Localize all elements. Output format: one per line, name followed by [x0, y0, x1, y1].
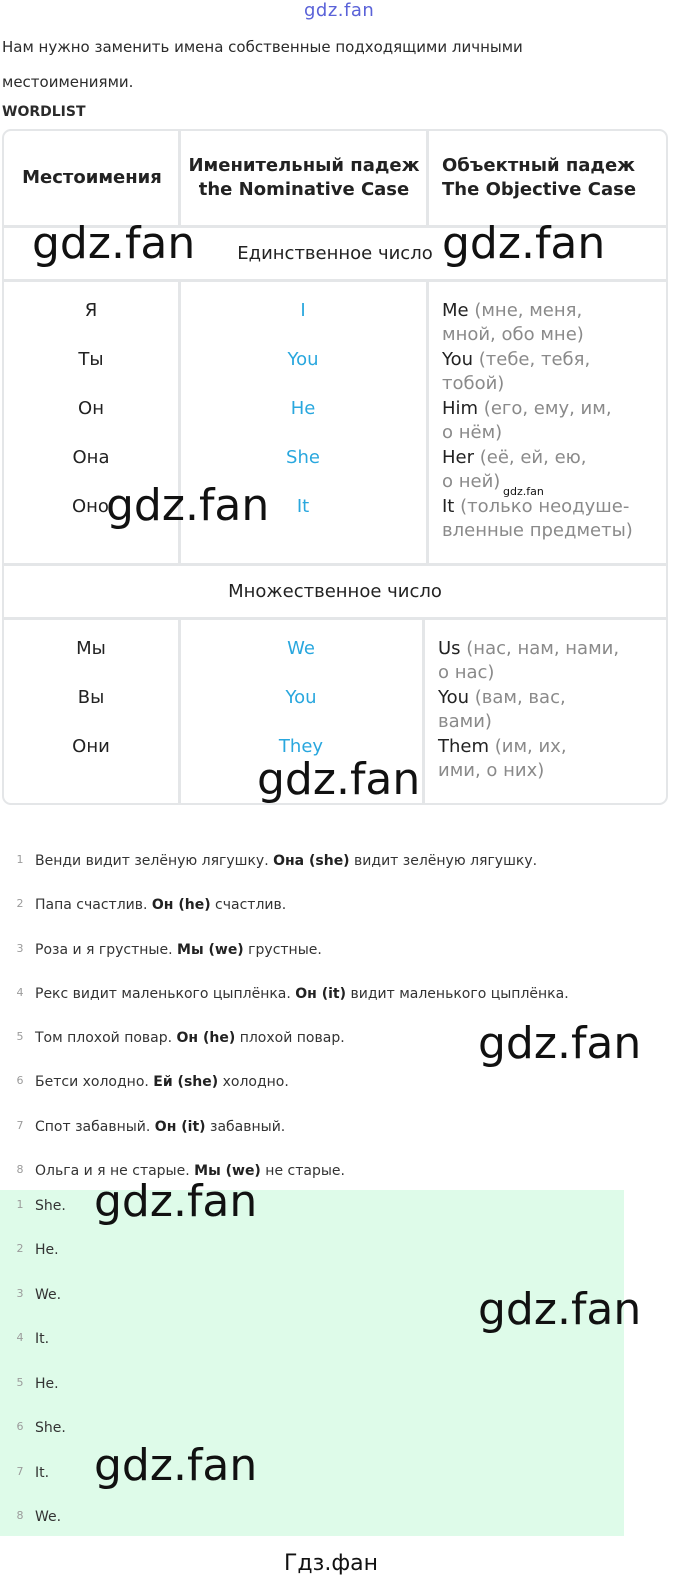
- objective-note: (его, ему, им,: [478, 398, 612, 419]
- objective-form: It: [442, 496, 455, 517]
- task-text: [35, 1030, 345, 1046]
- intro-text: Нам нужно заменить имена собственные подходящими личными местоимениями.: [2, 38, 523, 91]
- task-pre: Том плохой повар.: [35, 1030, 177, 1046]
- divider: [426, 131, 429, 225]
- header-pronouns: [4, 131, 180, 225]
- pronoun-en: I: [300, 300, 306, 321]
- watermark: gdz.fan: [503, 485, 544, 498]
- answer-number: 8: [16, 1509, 24, 1522]
- watermark-footer: Гдз.фан: [284, 1551, 378, 1576]
- objective-entry: [438, 686, 566, 734]
- task-number: 8: [16, 1163, 24, 1176]
- plural-obj-column: [438, 637, 668, 797]
- answer-text: She.: [35, 1198, 66, 1214]
- divider: [4, 279, 666, 282]
- objective-form: Him: [442, 398, 479, 419]
- objective-note-2: мной, обо мне): [442, 324, 584, 345]
- pronoun-ru: Мы: [76, 638, 106, 659]
- task-post: холодно.: [218, 1074, 289, 1090]
- header-objective-en: The Objective Case: [442, 179, 637, 200]
- watermark: gdz.fan: [94, 1176, 258, 1227]
- task-post: счастлив.: [210, 897, 287, 913]
- watermark: gdz.fan: [442, 218, 606, 269]
- watermark: gdz.fan: [32, 218, 196, 269]
- answer-text: He.: [35, 1242, 59, 1258]
- objective-entry: [438, 735, 567, 783]
- objective-entry: [442, 299, 584, 347]
- objective-entry: [442, 397, 612, 445]
- pronoun-ru: Я: [84, 300, 98, 321]
- answer-text: It.: [35, 1331, 50, 1347]
- objective-note-2: тобой): [442, 373, 505, 394]
- objective-entry: [442, 495, 633, 543]
- watermark: gdz.fan: [106, 480, 270, 531]
- objective-note-2: вами): [438, 711, 492, 732]
- task-pre: Рекс видит маленького цыплёнка.: [35, 986, 296, 1002]
- objective-note-2: о ней): [442, 471, 501, 492]
- pronoun-en: She: [286, 447, 320, 468]
- objective-note: (вам, вас,: [469, 687, 566, 708]
- objective-form: Them: [438, 736, 490, 757]
- objective-form: You: [438, 687, 470, 708]
- task-answer: Она (she): [273, 853, 350, 869]
- task-text: [35, 986, 569, 1002]
- task-pre: Папа счастлив.: [35, 897, 152, 913]
- task-answer: Мы (we): [194, 1163, 261, 1179]
- task-post: видит зелёную лягушку.: [349, 853, 538, 869]
- objective-note: (мне, меня,: [468, 300, 583, 321]
- answer-text: We.: [35, 1287, 62, 1303]
- task-answer: Ей (she): [153, 1074, 219, 1090]
- answer-text: It.: [35, 1465, 50, 1481]
- task-number: 2: [16, 897, 24, 910]
- task-answer: Он (it): [295, 986, 347, 1002]
- task-number: 4: [16, 986, 24, 999]
- header-objective-ru: Объектный падеж: [442, 155, 636, 176]
- answer-text: He.: [35, 1376, 59, 1392]
- objective-note: (им, их,: [489, 736, 567, 757]
- answer-text: She.: [35, 1420, 66, 1436]
- objective-entry: [438, 637, 619, 685]
- task-text: [35, 942, 322, 958]
- task-number: 1: [16, 853, 24, 866]
- task-text: [35, 897, 286, 913]
- task-answer: Мы (we): [177, 942, 244, 958]
- task-text: [35, 1074, 289, 1090]
- header-nominative: [180, 131, 428, 225]
- task-post: видит маленького цыплёнка.: [346, 986, 569, 1002]
- task-pre: Бетси холодно.: [35, 1074, 154, 1090]
- task-post: грустные.: [243, 942, 322, 958]
- pronoun-en: We: [287, 638, 315, 659]
- objective-note: (только неодуше-: [454, 496, 630, 517]
- objective-note-2: о нём): [442, 422, 503, 443]
- answer-number: 2: [16, 1242, 24, 1255]
- objective-form: You: [442, 349, 474, 370]
- objective-form: Me: [442, 300, 469, 321]
- pronoun-ru: Он: [78, 398, 104, 419]
- divider: [4, 563, 666, 566]
- divider: [4, 617, 666, 620]
- pronoun-ru: Они: [72, 736, 110, 757]
- objective-note-2: о нас): [438, 662, 495, 683]
- task-post: плохой повар.: [235, 1030, 345, 1046]
- objective-note: (тебе, тебя,: [473, 349, 591, 370]
- task-number: 7: [16, 1119, 24, 1132]
- task-number: 6: [16, 1074, 24, 1087]
- answer-number: 7: [16, 1465, 24, 1478]
- watermark-top: gdz.fan: [304, 0, 375, 21]
- divider: [426, 279, 429, 563]
- objective-form: Us: [438, 638, 461, 659]
- objective-entry: [442, 348, 590, 396]
- divider: [422, 617, 425, 805]
- divider: [178, 131, 181, 225]
- objective-form: Her: [442, 447, 475, 468]
- objective-note-2: ими, о них): [438, 760, 545, 781]
- pronoun-en: He: [290, 398, 316, 419]
- answer-number: 4: [16, 1331, 24, 1344]
- task-text: [35, 853, 537, 869]
- objective-note: (её, ей, ею,: [474, 447, 587, 468]
- task-pre: Роза и я грустные.: [35, 942, 178, 958]
- answer-number: 1: [16, 1198, 24, 1211]
- plural-title: Множественное число: [228, 581, 442, 602]
- answer-number: 3: [16, 1287, 24, 1300]
- header-pronouns-label: Местоимения: [22, 167, 162, 188]
- header-objective: [442, 131, 668, 225]
- task-text: [35, 1119, 285, 1135]
- pronoun-ru: Вы: [77, 687, 105, 708]
- pronoun-ru: Ты: [78, 349, 104, 370]
- header-nominative-ru: Именительный падеж: [188, 155, 420, 176]
- pronoun-en: You: [285, 687, 317, 708]
- wordlist-heading: WORDLIST: [2, 104, 86, 120]
- task-pre: Ольга и я не старые.: [35, 1163, 195, 1179]
- task-post: не старые.: [260, 1163, 345, 1179]
- pronoun-ru: Оно: [72, 496, 109, 517]
- task-pre: Спот забавный.: [35, 1119, 155, 1135]
- watermark: gdz.fan: [94, 1440, 258, 1491]
- task-post: забавный.: [205, 1119, 286, 1135]
- task-answer: Он (it): [154, 1119, 206, 1135]
- answer-number: 6: [16, 1420, 24, 1433]
- task-number: 3: [16, 942, 24, 955]
- pronoun-en: They: [278, 736, 324, 757]
- singular-title: Единственное число: [237, 243, 433, 264]
- plural-ru-column: [4, 637, 178, 797]
- answer-number: 5: [16, 1376, 24, 1389]
- pronoun-ru: Она: [72, 447, 110, 468]
- watermark: gdz.fan: [478, 1284, 642, 1335]
- watermark: gdz.fan: [478, 1018, 642, 1069]
- answer-text: We.: [35, 1509, 62, 1525]
- task-number: 5: [16, 1030, 24, 1043]
- header-nominative-en: the Nominative Case: [198, 179, 410, 200]
- pronoun-en: It: [296, 496, 310, 517]
- singular-obj-column: [442, 299, 668, 559]
- task-answer: Он (he): [176, 1030, 236, 1046]
- task-pre: Венди видит зелёную лягушку.: [35, 853, 274, 869]
- objective-note-2: вленные предметы): [442, 520, 633, 541]
- pronoun-en: You: [287, 349, 319, 370]
- objective-note: (нас, нам, нами,: [460, 638, 620, 659]
- watermark: gdz.fan: [257, 754, 421, 805]
- task-answer: Он (he): [151, 897, 211, 913]
